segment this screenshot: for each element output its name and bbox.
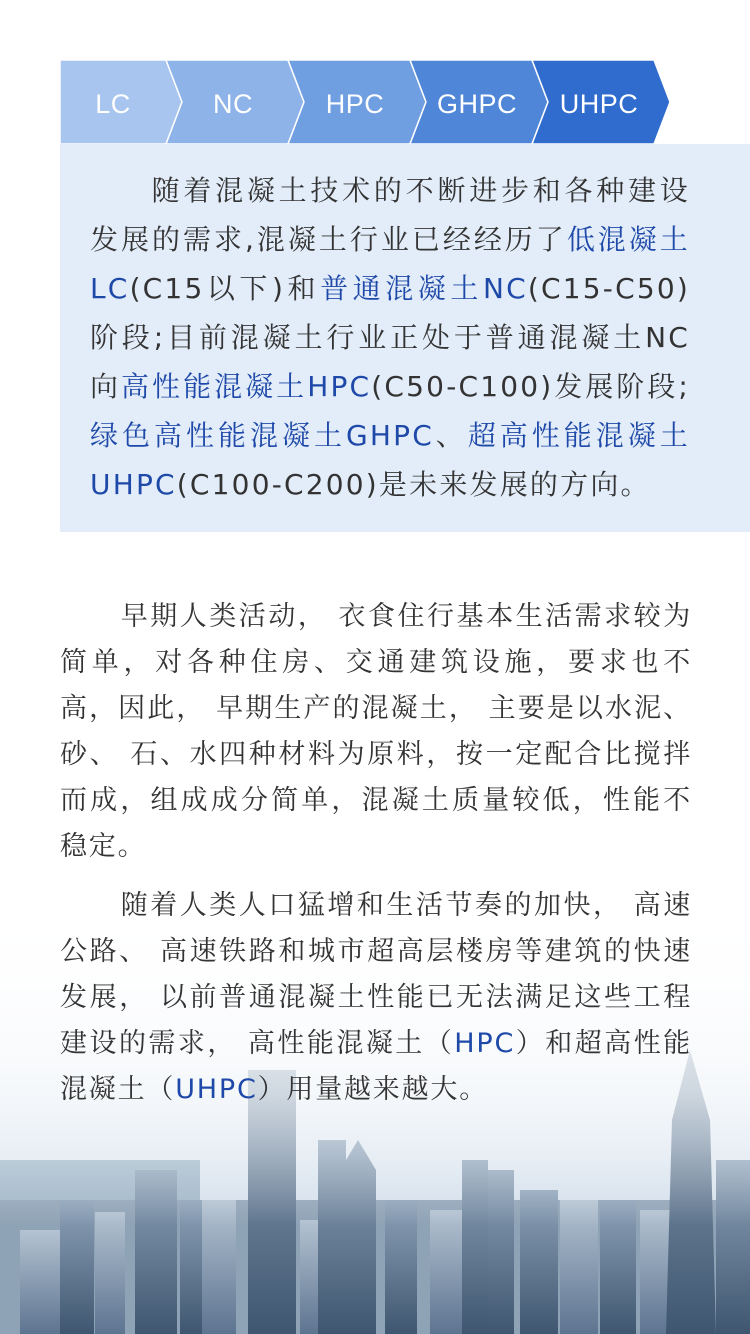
uhpc-term: UHPC — [175, 1074, 258, 1105]
modern-text-e: ）用量越来越大。 — [257, 1074, 489, 1105]
early-concrete-text: 早期人类活动， 衣食住行基本生活需求较为简单，对各种住房、交通建筑设施，要求也不高，因此， 早期生产的混凝土， 主要是以水泥、 砂、 石、水四种材料为原料，按一定配合比搅拌而成，组成成分简单，混凝土质量较低，性能不稳定。 — [60, 601, 692, 862]
card-text-segment: (C15-C50)阶段;目前混凝土行业正处于普通混凝土NC向 — [90, 272, 690, 403]
modern-text-c: ）和超高性能混凝土（ — [60, 1028, 692, 1105]
modern-text-a: 随着人类人口猛增和生活节奏的加快， 高速公路、 高速铁路和城市超高层楼房等建筑的快速发展， 以前普通混凝土性能已无法满足这些工程建设的需求， 高性能混凝土（ — [60, 890, 692, 1059]
card-highlight-term: 超高性能混凝土UHPC — [90, 419, 691, 501]
card-highlight-term: 低混凝土LC — [90, 223, 690, 305]
card-text-segment: (C15以下)和 — [129, 272, 321, 305]
card-text-segment: (C100-C200)是未来发展的方向。 — [176, 468, 651, 501]
card-text-segment: 随着混凝土技术的不断进步和各种建设发展的需求,混凝土行业已经经历了 — [90, 174, 690, 256]
step-ghpc-label: GHPC — [436, 89, 517, 119]
early-concrete-paragraph — [60, 594, 692, 870]
card-description — [90, 166, 690, 509]
card-text-segment: 、 — [434, 419, 468, 452]
card-highlight-term: 高性能混凝土HPC — [121, 370, 372, 403]
concrete-grade-steps — [60, 60, 750, 144]
card-highlight-term: 绿色高性能混凝土GHPC — [90, 419, 434, 452]
concrete-stages-card — [60, 144, 750, 532]
step-lc-label: LC — [95, 89, 131, 119]
step-uhpc-label: UHPC — [559, 89, 639, 119]
step-nc-label: NC — [213, 89, 253, 119]
step-hpc-label: HPC — [325, 89, 385, 119]
modern-concrete-paragraph — [60, 883, 692, 1113]
card-text-segment: (C50-C100)发展阶段; — [371, 370, 690, 403]
card-highlight-term: 普通混凝土NC — [320, 272, 528, 305]
hpc-term: HPC — [454, 1028, 516, 1059]
